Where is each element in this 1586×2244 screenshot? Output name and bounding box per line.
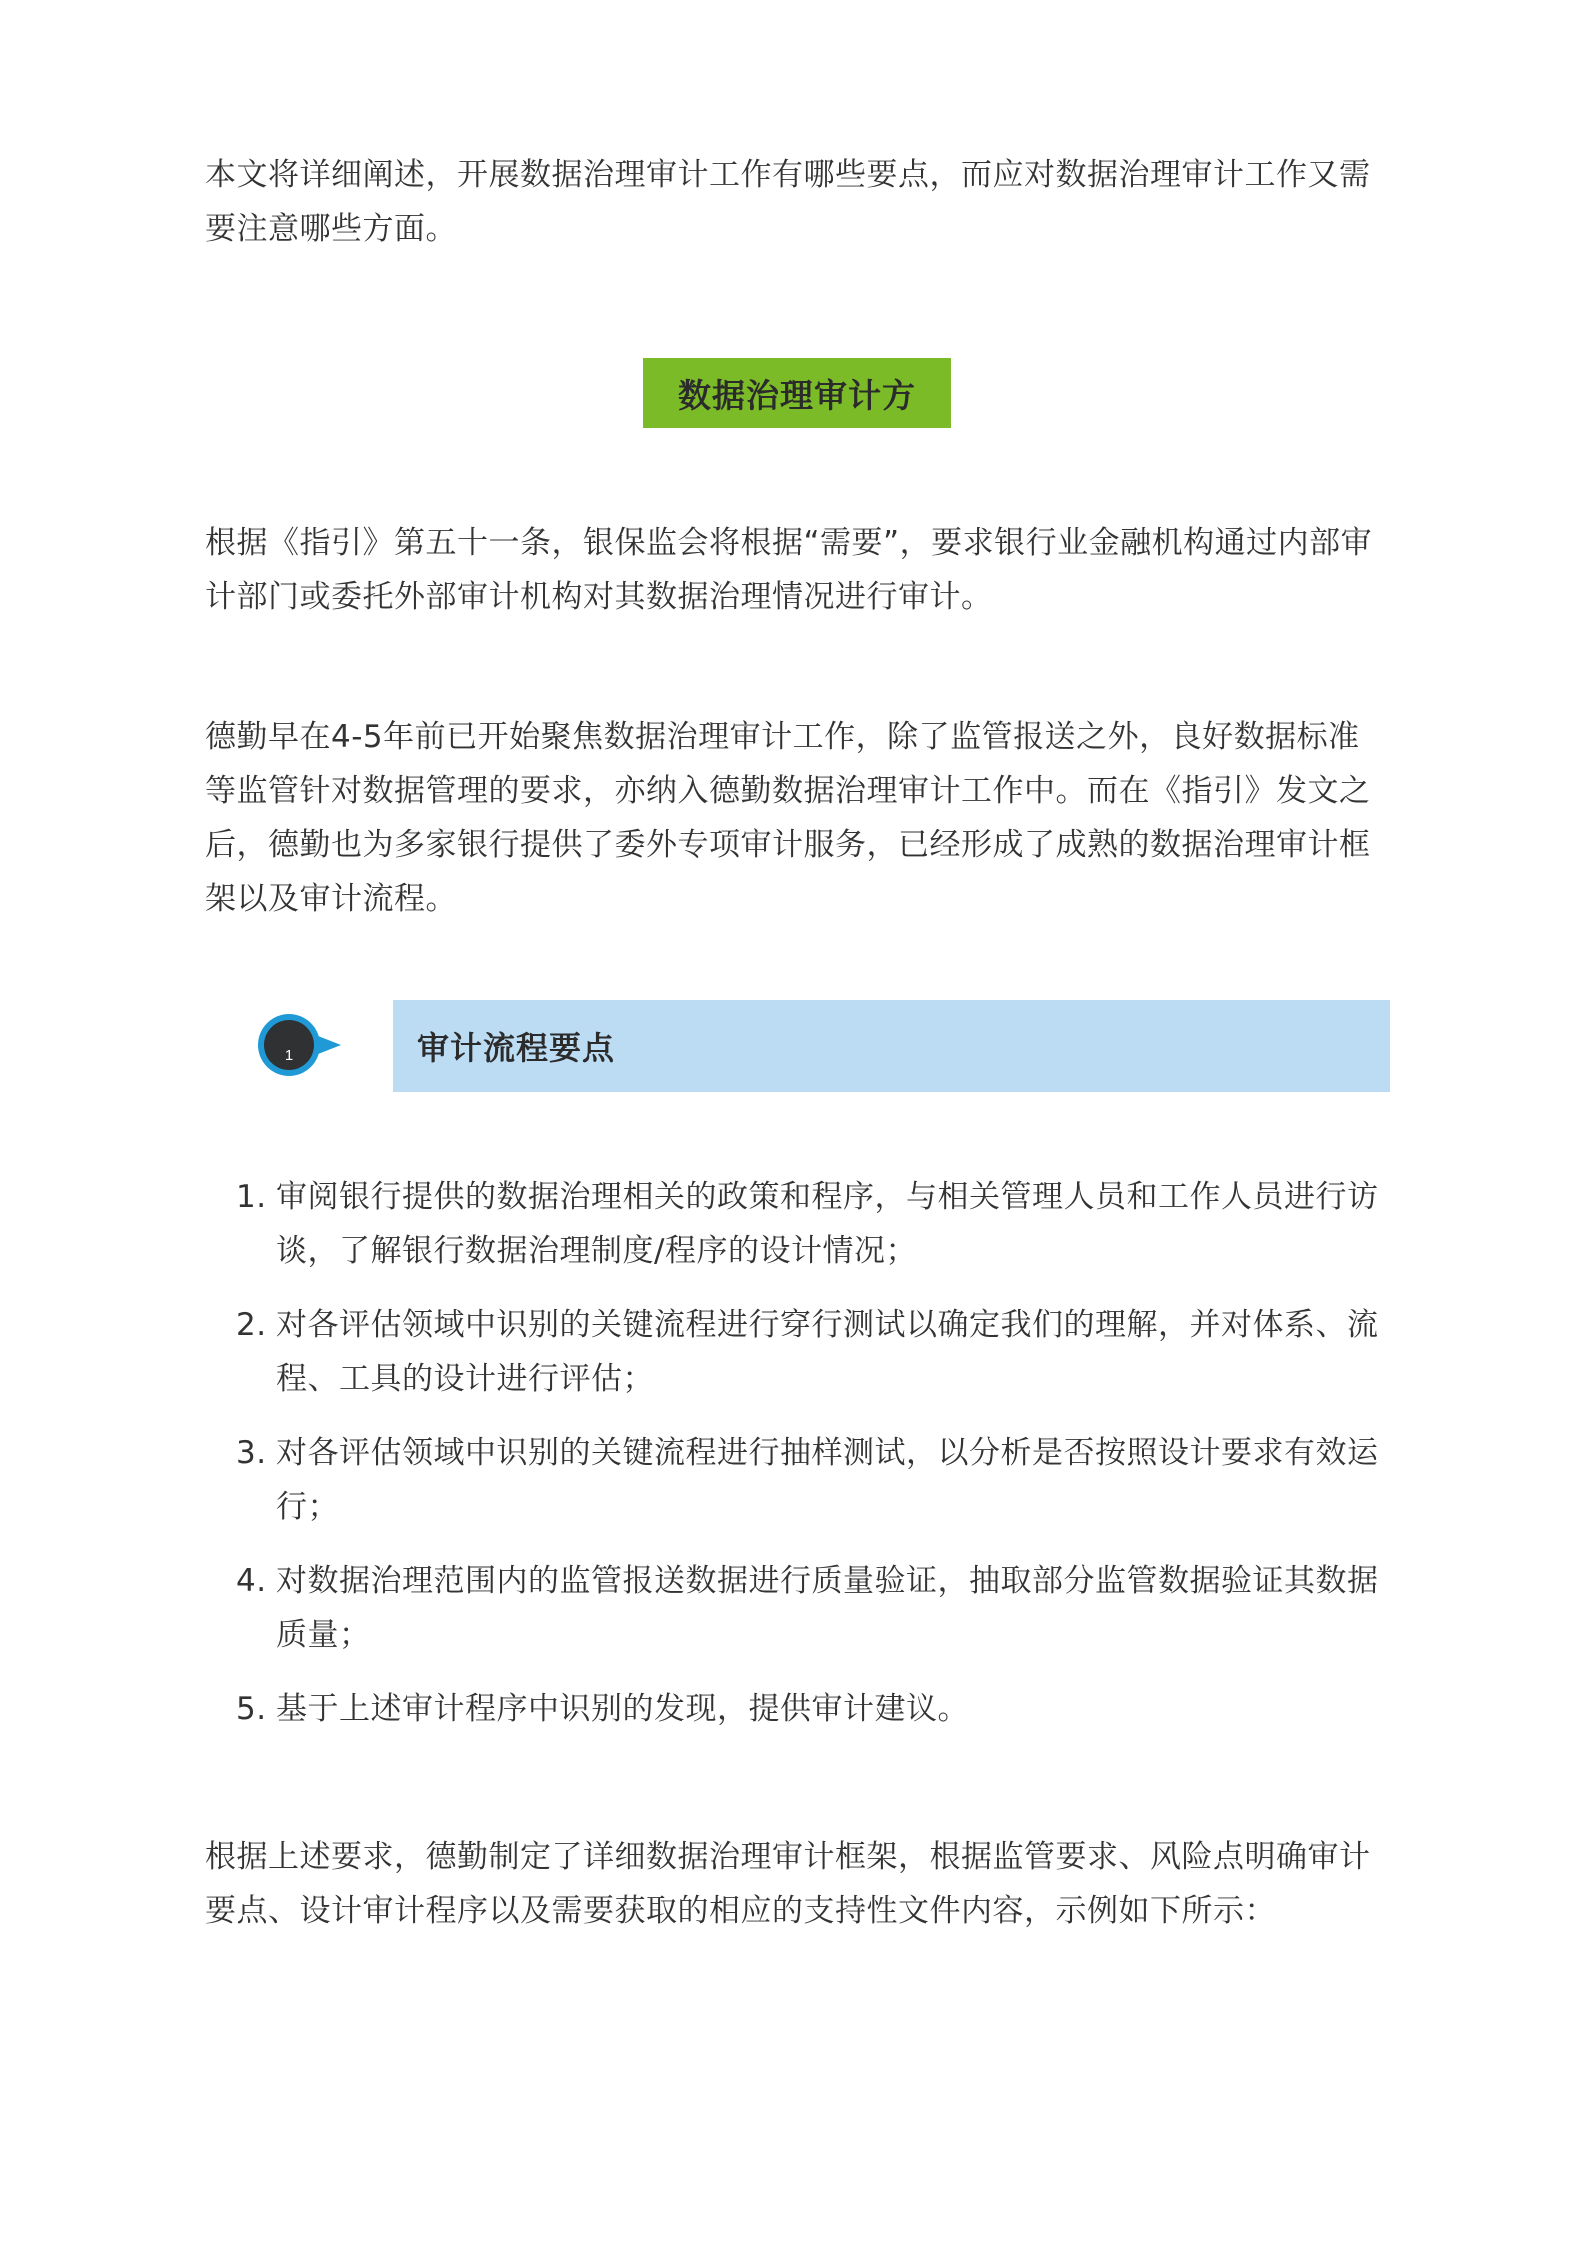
- badge-number: 1: [284, 1047, 294, 1064]
- list-item-text: 基于上述审计程序中识别的发现，提供审计建议。: [276, 1691, 969, 1727]
- list-item-number: 4.: [236, 1563, 267, 1599]
- section-heading-text: 数据治理审计方: [678, 375, 916, 415]
- closing-paragraph: 根据上述要求，德勤制定了详细数据治理审计框架，根据监管要求、风险点明确审计要点、设计审计程序以及需要获取的相应的支持性文件内容，示例如下所示：: [205, 1839, 1371, 1929]
- section-heading-banner: [643, 358, 951, 428]
- audit-steps-list: [236, 1170, 1386, 1756]
- list-item-text: 审阅银行提供的数据治理相关的政策和程序，与相关管理人员和工作人员进行访谈，了解银行数据治理制度/程序的设计情况；: [276, 1179, 1379, 1269]
- list-item: [236, 1426, 1386, 1534]
- list-item-number: 5.: [236, 1691, 267, 1727]
- list-item: [236, 1298, 1386, 1406]
- list-item-text: 对数据治理范围内的监管报送数据进行质量验证，抽取部分监管数据验证其数据质量；: [276, 1563, 1379, 1653]
- deloitte-paragraph: 德勤早在4-5年前已开始聚焦数据治理审计工作，除了监管报送之外，良好数据标准等监管针对数据管理的要求，亦纳入德勤数据治理审计工作中。而在《指引》发文之后，德勤也为多家银行提供了委外专项审计服务，已经形成了成熟的数据治理审计框架以及审计流程。: [205, 719, 1371, 917]
- list-item: [236, 1682, 1386, 1736]
- list-item-number: 2.: [236, 1307, 267, 1343]
- guideline-paragraph: 根据《指引》第五十一条，银保监会将根据“需要”，要求银行业金融机构通过内部审计部门或委托外部审计机构对其数据治理情况进行审计。: [205, 525, 1373, 615]
- list-item-text: 对各评估领域中识别的关键流程进行抽样测试，以分析是否按照设计要求有效运行；: [276, 1435, 1379, 1525]
- intro-paragraph: 本文将详细阐述，开展数据治理审计工作有哪些要点，而应对数据治理审计工作又需要注意哪些方面。: [205, 157, 1371, 247]
- section-number-badge: [257, 1012, 341, 1078]
- list-item: [236, 1170, 1386, 1278]
- list-item-text: 对各评估领域中识别的关键流程进行穿行测试以确定我们的理解，并对体系、流程、工具的设计进行评估；: [276, 1307, 1379, 1397]
- list-item: [236, 1554, 1386, 1662]
- list-item-number: 1.: [236, 1179, 267, 1215]
- list-item-number: 3.: [236, 1435, 267, 1471]
- section-title: 审计流程要点: [417, 1029, 616, 1067]
- section-title-bar: [393, 1000, 1390, 1092]
- badge-pointer: [313, 1034, 341, 1056]
